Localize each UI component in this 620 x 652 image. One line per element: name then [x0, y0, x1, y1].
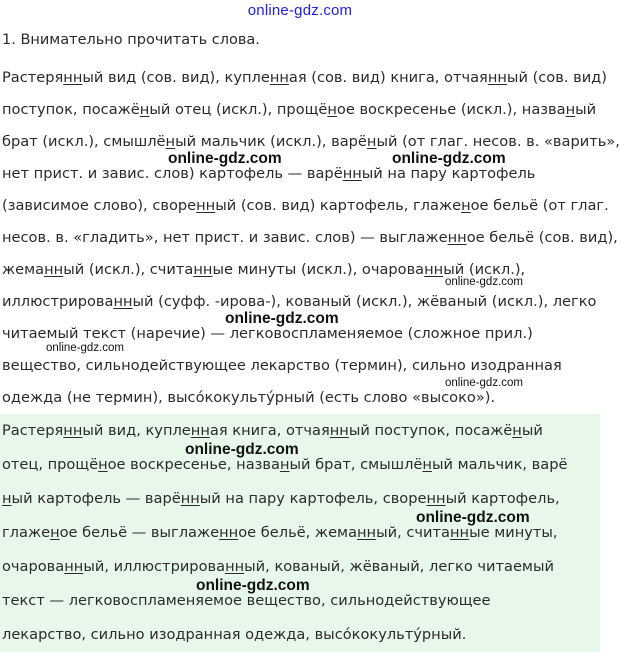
text-segment: ые минуты (искл.), очарова	[212, 261, 425, 278]
source-line	[2, 69, 607, 86]
text-segment: нет прист. и завис. слов) картофель — варё	[2, 165, 343, 182]
source-line	[2, 229, 618, 246]
emphasized-letters: нн	[447, 229, 467, 246]
text-segment: глаже	[2, 524, 51, 541]
text-segment: Растеря	[2, 422, 64, 439]
task-title: 1. Внимательно прочитать слова.	[2, 32, 260, 48]
emphasized-letters: нн	[63, 422, 83, 439]
emphasized-letters: н	[327, 101, 337, 118]
emphasized-letters: нн	[357, 524, 377, 541]
text-segment: лекарство, сильно изодранная одежда, высо́кокульту́рный.	[2, 626, 467, 643]
text-segment: поступок, посажё	[2, 101, 140, 118]
text-segment: ое бельё (сов. вид),	[466, 229, 618, 246]
emphasized-letters: нн	[64, 558, 84, 575]
watermark: online-gdz.com	[416, 509, 530, 526]
emphasized-letters: нн	[449, 524, 470, 541]
text-segment: читаемый текст (наречие) — легковоспламеняемое (сложное прил.)	[2, 325, 533, 342]
emphasized-letters: н	[50, 524, 60, 541]
text-segment: текст — легковоспламеняемое вещество, сильнодействующее	[2, 592, 491, 609]
text-segment: жема	[2, 261, 45, 278]
emphasized-letters: нн	[487, 69, 507, 86]
text-segment: ая (сов. вид) книга, отчая	[288, 69, 488, 86]
text-segment: очарова	[2, 558, 65, 575]
text-segment: ая книга, отчая	[209, 422, 330, 439]
text-segment: ое бельё — выглаже	[59, 524, 220, 541]
emphasized-letters: н	[165, 133, 176, 150]
text-segment: брат (искл.), смышлё	[2, 133, 166, 150]
emphasized-letters: нн	[329, 422, 349, 439]
text-segment: ый на пару картофель, своре	[199, 490, 427, 507]
emphasized-letters: нн	[426, 490, 446, 507]
source-line	[2, 197, 609, 214]
emphasized-letters: н	[279, 456, 290, 473]
text-segment: одежда (не термин), высо́кокульту́рный (есть слово «высоко»).	[2, 389, 496, 406]
text-segment: ый (искл.),	[443, 261, 526, 278]
text-segment: ый (суфф. -ирова-), кованый (искл.), жёваный (искл.), легко	[132, 293, 597, 310]
emphasized-letters: нн	[219, 524, 239, 541]
source-line	[2, 101, 596, 118]
text-segment: ый вид (сов. вид), купле	[82, 69, 270, 86]
emphasized-letters: нн	[424, 261, 444, 278]
text-segment: ый (сов. вид) картофель, глаже	[215, 197, 462, 214]
text-segment: иллюстрирова	[2, 293, 114, 310]
answer-line	[2, 456, 596, 473]
text-segment: ый мальчик, варё	[431, 456, 568, 473]
watermark: online-gdz.com	[196, 577, 310, 594]
emphasized-letters: н	[98, 456, 108, 473]
text-segment: ый	[521, 422, 543, 439]
emphasized-letters: нн	[196, 197, 216, 214]
watermark: online-gdz.com	[445, 377, 523, 389]
text-segment: ый, иллюстрирова	[83, 558, 226, 575]
source-line	[2, 357, 596, 374]
text-segment: ый отец (искл.), прощё	[149, 101, 328, 118]
source-line	[2, 133, 620, 150]
emphasized-letters: нн	[342, 165, 362, 182]
emphasized-letters: нн	[113, 293, 133, 310]
answer-line	[2, 422, 596, 439]
watermark: online-gdz.com	[168, 150, 282, 167]
emphasized-letters: нн	[225, 558, 245, 575]
text-segment: ый (сов. вид)	[506, 69, 607, 86]
watermark-top: online-gdz.com	[247, 2, 353, 19]
text-segment: ый (от глаг. несов. в. «варить»,	[376, 133, 620, 150]
answer-line	[2, 626, 596, 643]
text-segment: ый	[575, 101, 597, 118]
text-segment: Растеря	[2, 69, 64, 86]
emphasized-letters: н	[565, 101, 576, 118]
emphasized-letters: н	[139, 101, 150, 118]
emphasized-letters: н	[366, 133, 377, 150]
text-segment: ое бельё, жема	[238, 524, 358, 541]
emphasized-letters: нн	[44, 261, 64, 278]
text-segment: ый поступок, посажё	[348, 422, 513, 439]
text-segment: ый вид, купле	[82, 422, 191, 439]
watermark: online-gdz.com	[46, 342, 124, 354]
source-line	[2, 293, 596, 310]
text-segment: вещество, сильнодействующее лекарство (термин), сильно изодранная	[2, 357, 562, 374]
emphasized-letters: н	[512, 422, 522, 439]
source-line	[2, 165, 596, 182]
emphasized-letters: нн	[190, 422, 210, 439]
text-segment: ое воскресенье, назва	[107, 456, 280, 473]
watermark: online-gdz.com	[392, 150, 506, 167]
text-segment: ый мальчик (искл.), варё	[175, 133, 367, 150]
watermark: online-gdz.com	[445, 276, 523, 288]
text-segment: ый картофель — варё	[11, 490, 181, 507]
answer-line	[2, 558, 596, 575]
emphasized-letters: нн	[63, 69, 83, 86]
watermark: online-gdz.com	[225, 310, 339, 327]
text-segment: ое бельё (от глаг.	[470, 197, 609, 214]
emphasized-letters: н	[461, 197, 471, 214]
text-segment: отец, прощё	[2, 456, 99, 473]
source-line	[2, 389, 596, 406]
text-segment: несов. в. «гладить», нет прист. и завис. слов) — выглаже	[2, 229, 448, 246]
text-segment: ый картофель,	[445, 490, 560, 507]
watermark: online-gdz.com	[185, 441, 299, 458]
text-segment: ое воскресенье (искл.), назва	[336, 101, 566, 118]
text-segment: ый (искл.), счита	[63, 261, 194, 278]
text-segment: ый, счита	[376, 524, 450, 541]
text-segment: ый брат, смышлё	[289, 456, 423, 473]
emphasized-letters: нн	[193, 261, 213, 278]
emphasized-letters: н	[422, 456, 432, 473]
emphasized-letters: нн	[180, 490, 200, 507]
emphasized-letters: нн	[269, 69, 289, 86]
text-segment: (зависимое слово), своре	[2, 197, 197, 214]
emphasized-letters: н	[2, 490, 12, 507]
text-segment: ый на пару картофель	[361, 165, 536, 182]
answer-line	[2, 490, 596, 507]
text-segment: ые минуты,	[469, 524, 558, 541]
text-segment: ый, кованый, жёваный, легко читаемый	[244, 558, 554, 575]
